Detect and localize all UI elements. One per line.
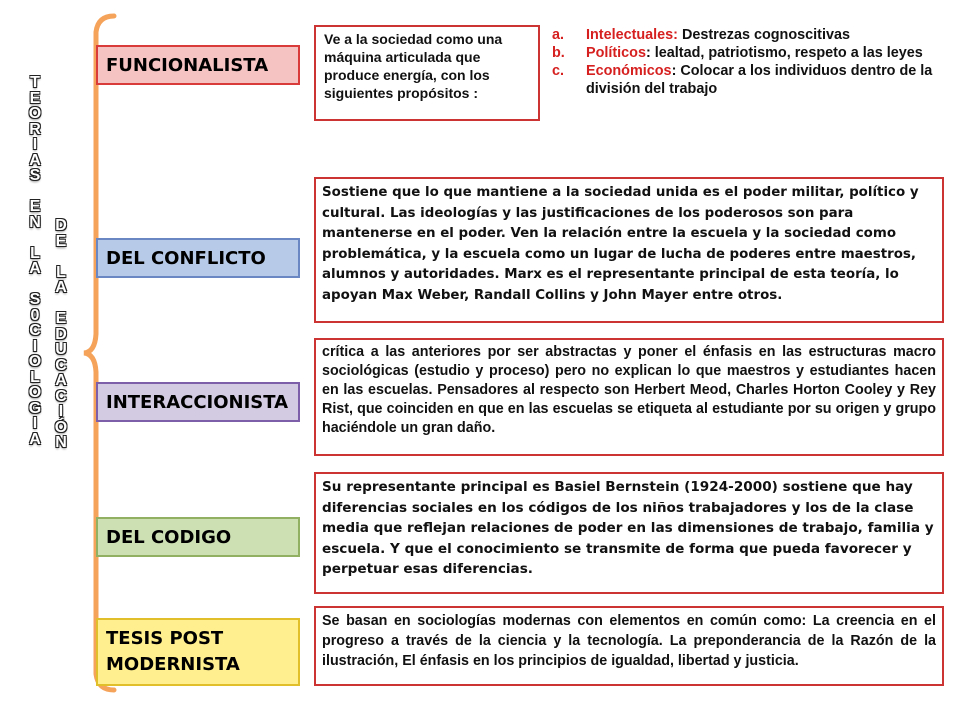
title-letter: I (32, 415, 38, 432)
title-letter: Ó (54, 418, 68, 436)
description-funcionalista: Ve a la sociedad como una máquina articulada que produce energía, con los siguientes propósitos : (314, 25, 540, 121)
purpose-letter: b. (552, 45, 565, 61)
purpose-text: : Colocar a los individuos dentro de la división del trabajo (586, 63, 933, 97)
title-letter: A (29, 151, 41, 169)
title-letter: C (29, 322, 41, 339)
purpose-item (546, 44, 946, 62)
purpose-text: : lealtad, patriotismo, respeto a las leyes (645, 45, 923, 61)
purpose-letter: a. (552, 27, 565, 43)
title-letter: L (30, 244, 40, 262)
title-letter: E (55, 310, 67, 327)
vertical-title-teorias-sociologia (22, 75, 48, 447)
title-letter: L (30, 368, 40, 386)
category-del-conflicto: DEL CONFLICTO (96, 238, 300, 278)
title-letter: A (29, 430, 41, 448)
description-interaccionista: crítica a las anteriores por ser abstractas y poner el énfasis en las estructuras macro sociológicas (estudio y proceso) pero no explican lo que maestros y estudiantes hacen en las escuelas. Pensadores al respecto son Herbert Meod, Charles Horton Cooley y Rey Rist, que coinciden en que en las escuelas se etiqueta al estudiante por su origen y grupo haciéndole un gran daño. (314, 338, 944, 456)
title-letter: E (29, 198, 41, 215)
description-del-codigo: Su representante principal es Basiel Bernstein (1924-2000) sostiene que hay diferencias sociales en los códigos de los niños trabajadores y los de la clase media que reflejan relaciones de poder en las dimensiones de trabajo, familia y escuela. Y que el conocimiento se transmite de forma que pueda favorecer y perpetuar esas diferencias. (314, 472, 944, 594)
title-letter: C (55, 356, 67, 374)
description-del-conflicto: Sostiene que lo que mantiene a la sociedad unida es el poder militar, político y cultural. Las ideologías y las justificaciones de los poderosos son para mantenerse en el poder. Ven la relación entre la escuela y la sociedad como problemática, y la escuela como un lugar de lucha de poderes entre maestros, alumnos y autoridades. Marx es el representante principal de esta teoría, lo apoyan Max Weber, Randall Collins y John Mayer entre otros. (314, 177, 944, 323)
title-letter: R (29, 120, 41, 138)
category-interaccionista: INTERACCIONISTA (96, 382, 300, 422)
purpose-text: Destrezas cognoscitivas (677, 27, 850, 43)
title-letter: A (29, 260, 41, 277)
title-letter: S (29, 291, 41, 308)
curly-brace (78, 12, 118, 694)
title-letter: O (28, 105, 42, 122)
category-tesis-post-modernista: TESIS POST MODERNISTA (96, 618, 300, 686)
title-letter: G (28, 399, 42, 417)
title-letter: N (55, 434, 67, 451)
title-letter: O (28, 384, 42, 401)
title-letter: 0 (30, 306, 40, 324)
purpose-key: Económicos (586, 63, 672, 79)
purpose-item (546, 62, 946, 98)
funcionalista-purposes-list (546, 26, 946, 98)
title-letter: D (55, 325, 67, 343)
title-letter: C (55, 387, 67, 405)
title-letter: T (30, 74, 40, 91)
title-letter: L (56, 263, 66, 281)
title-letter: I (58, 403, 64, 420)
title-letter: A (55, 372, 67, 389)
title-letter: S (29, 167, 41, 184)
category-del-codigo: DEL CODIGO (96, 517, 300, 557)
purpose-key: Intelectuales: (586, 27, 678, 43)
description-tesis-post-modernista: Se basan en sociologías modernas con elementos en común como: La creencia en el progreso a través de la ciencia y la tecnología. La preponderancia de la Razón de la ilustración, El énfasis en los principios de igualdad, libertad y justicia. (314, 606, 944, 686)
title-letter: I (32, 337, 38, 355)
title-letter: A (55, 279, 67, 296)
title-letter: E (55, 232, 67, 250)
purpose-letter: c. (552, 63, 565, 79)
title-letter: E (29, 89, 41, 107)
category-funcionalista: FUNCIONALISTA (96, 45, 300, 85)
title-letter: D (55, 217, 67, 234)
title-letter: I (32, 136, 38, 153)
vertical-title-de-la-educacion (48, 218, 74, 451)
purpose-key: Políticos (586, 45, 646, 61)
title-letter: U (55, 341, 67, 358)
purpose-item (546, 26, 946, 44)
title-letter: N (29, 213, 41, 231)
title-letter: O (28, 353, 42, 370)
